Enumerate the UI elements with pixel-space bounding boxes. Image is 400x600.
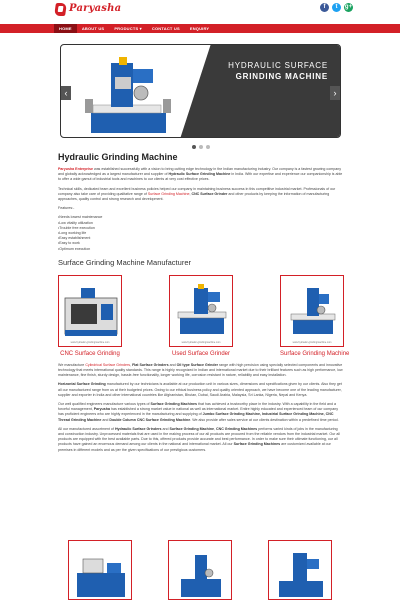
list-item: • Easy to work <box>58 241 344 246</box>
product-name[interactable]: CNC Surface Grinding <box>60 350 120 357</box>
logo-mark-icon <box>54 3 67 16</box>
nav-home[interactable]: HOME <box>54 24 77 33</box>
product-image-frame[interactable] <box>268 540 332 600</box>
technical-paragraph: Technical skills, dedicated team and excellent business policies helped our company in maintaining business success in this competitive industrial market. Professionals of our company also take care of providing qualitative range of Surface Grinding Machine, CNC Surface Grinder and other products by keeping the information of manufacturing approaches, quality control and strong research and development. <box>58 186 336 202</box>
product-url: www.hydraulic-grindingmachine.com <box>292 340 332 344</box>
nav-products-dropdown[interactable]: PRODUCTS ▾ <box>114 26 142 31</box>
section-heading: Surface Grinding Machine Manufacturer <box>58 257 191 267</box>
main-navigation <box>0 24 400 33</box>
product-card[interactable] <box>268 540 332 600</box>
manufacture-paragraph: We manufacture Cylindrical Surface Grinders, Flat Surface Grinders and Oil type Surface Grinder range with high precision using specially selected components and innovative technology that meets international quality standards. This range is highly recognized in Indian and international market due to their brilliant features such as high performance, low maintenance, fine finish, sturdy design, hassle-free functionality, longer working life, corrosion resistant in nature, reliability and easy installation. <box>58 362 343 378</box>
slider-prev-button[interactable]: ‹ <box>61 86 71 100</box>
product-card-used[interactable] <box>169 275 233 357</box>
site-header <box>0 0 400 20</box>
features-label: Features:- <box>58 206 75 211</box>
product-gallery-2 <box>68 540 332 600</box>
list-item: • Easy establishment <box>58 236 344 241</box>
product-image-frame[interactable] <box>280 275 344 347</box>
site-logo[interactable] <box>55 3 122 17</box>
list-item: • Optimum execution <box>58 247 344 252</box>
surface-grinding-image <box>285 284 341 338</box>
nav-about-us[interactable]: ABOUT US <box>81 26 105 31</box>
list-item: • Low vitality utilization <box>58 221 344 226</box>
assortment-paragraph: All our manufactured assortment of Hydraulic Surface Grinders and Surface Grinding Machine, CNC Grinding Machines performs varied kinds of jobs in the manufacturing and construction industry. Unprocessed materials that are used in the making process of our all products are procured from the reliable vendors from the industrial market. Our all products are equipped with the best available parts. Due to this, offered products provide accurate and best performance. In order to make sure their ultimate functioning, our all products have gained an enormous demand among our clients in the national and international market. All our Surface Grinding Machines are customized available at our premises in different models and as per the given specifications of our prestigious customers. <box>58 426 340 452</box>
nav-enquiry[interactable]: ENQUIRY <box>189 26 210 31</box>
product-card[interactable] <box>68 540 132 600</box>
product-card-cnc[interactable] <box>58 275 122 357</box>
main-content <box>58 152 350 457</box>
surface-grinding-link[interactable]: Surface Grinding Machine <box>147 191 190 196</box>
grinding-machine-image <box>81 55 176 135</box>
hero-slider <box>60 44 341 138</box>
product-image-frame[interactable] <box>68 540 132 600</box>
product-image-frame[interactable] <box>169 275 233 347</box>
slider-dot-3[interactable] <box>206 145 210 149</box>
banner-title-line1: HYDRAULIC SURFACE <box>228 61 328 70</box>
intro-paragraph: Paryusha Enterprise was established successfully with a vision to bring cutting edge technology in the Indian manufacturing industry. Our company is a fastest growing company and globally acknowledged as a largest manufacturer and supplier of Hydraulic Surface Grinding Machine in India. With our expertise and experience our companionship is able to offer a wide gamut of industrial tools and machines to our clients at very cost effective prices. <box>58 167 343 182</box>
list-item: • Trouble free execution <box>58 226 344 231</box>
cnc-machine-image <box>63 284 119 338</box>
machine-image <box>173 549 229 600</box>
product-name[interactable]: Surface Grinding Machine <box>280 350 350 357</box>
product-image-frame[interactable] <box>58 275 122 347</box>
brand-name: Paryusha Enterprise <box>58 167 93 171</box>
twitter-icon[interactable]: t <box>332 3 341 12</box>
product-gallery <box>58 275 350 357</box>
horizontal-paragraph: Horizontal Surface Grinding manufactured by our technicians is available at our production unit in various sizes, dimensions and specifications given by our clients. Also they get all our manufactured range from us at their budgeted prices. Owing to our ethical business policy and quality oriented approach, we have become one of the leading manufacturer, supplier and exporter in India and other international countries like Afghanistan, Bhutan, Dubai, Saudi Arabia, Malaysia, Sri Lanka, Nigeria, Nepal and Kenya. <box>58 382 342 397</box>
product-url: www.hydraulic-grindingmachine.com <box>181 340 221 344</box>
slider-dot-2[interactable] <box>199 145 203 149</box>
engineers-paragraph: Our well qualified engineers manufacture various types of Surface Grinding Machines that has achieved a trustworthy place in the industry. With a capability in the field and a forceful management, Paryusha has established a strong market value in national as well as international market. Entire highly educated and experienced team of our company has proficient engineers who are highly experienced in the manufacturing and supplying of Jumbo Surface Grinding Machine, Industrial Surface Grinding Machine, CNC Thread Grinding Machine and Double Column CNC Surface Grinding Machine. We also provide after sales service at our clients destination within a predefined time period. <box>58 402 339 422</box>
product-name[interactable]: Used Surface Grinder <box>171 350 231 357</box>
product-card-surface[interactable] <box>280 275 350 357</box>
banner-title-line2: GRINDING MACHINE <box>235 72 328 81</box>
machine-image <box>73 549 129 600</box>
product-url: www.hydraulic-grindingmachine.com <box>70 340 110 344</box>
slider-pagination <box>192 145 210 149</box>
features-list <box>58 215 344 251</box>
list-item: • Long working life <box>58 231 344 236</box>
logo-text: Paryasha <box>69 3 122 14</box>
machine-image <box>273 549 329 600</box>
product-image-frame[interactable] <box>168 540 232 600</box>
banner-dark-panel <box>180 45 341 138</box>
list-item: • Needs lowest maintenance <box>58 215 344 220</box>
slider-next-button[interactable]: › <box>330 86 340 100</box>
nav-contact-us[interactable]: CONTACT US <box>151 26 180 31</box>
page-title: Hydraulic Grinding Machine <box>58 152 178 162</box>
slider-dot-1[interactable] <box>192 145 196 149</box>
cylindrical-grinders-link[interactable]: Cylindrical Surface Grinders <box>85 362 131 367</box>
used-grinder-image <box>174 284 230 338</box>
product-card[interactable] <box>168 540 232 600</box>
facebook-icon[interactable]: f <box>320 3 329 12</box>
google-plus-icon[interactable]: g+ <box>344 4 353 10</box>
